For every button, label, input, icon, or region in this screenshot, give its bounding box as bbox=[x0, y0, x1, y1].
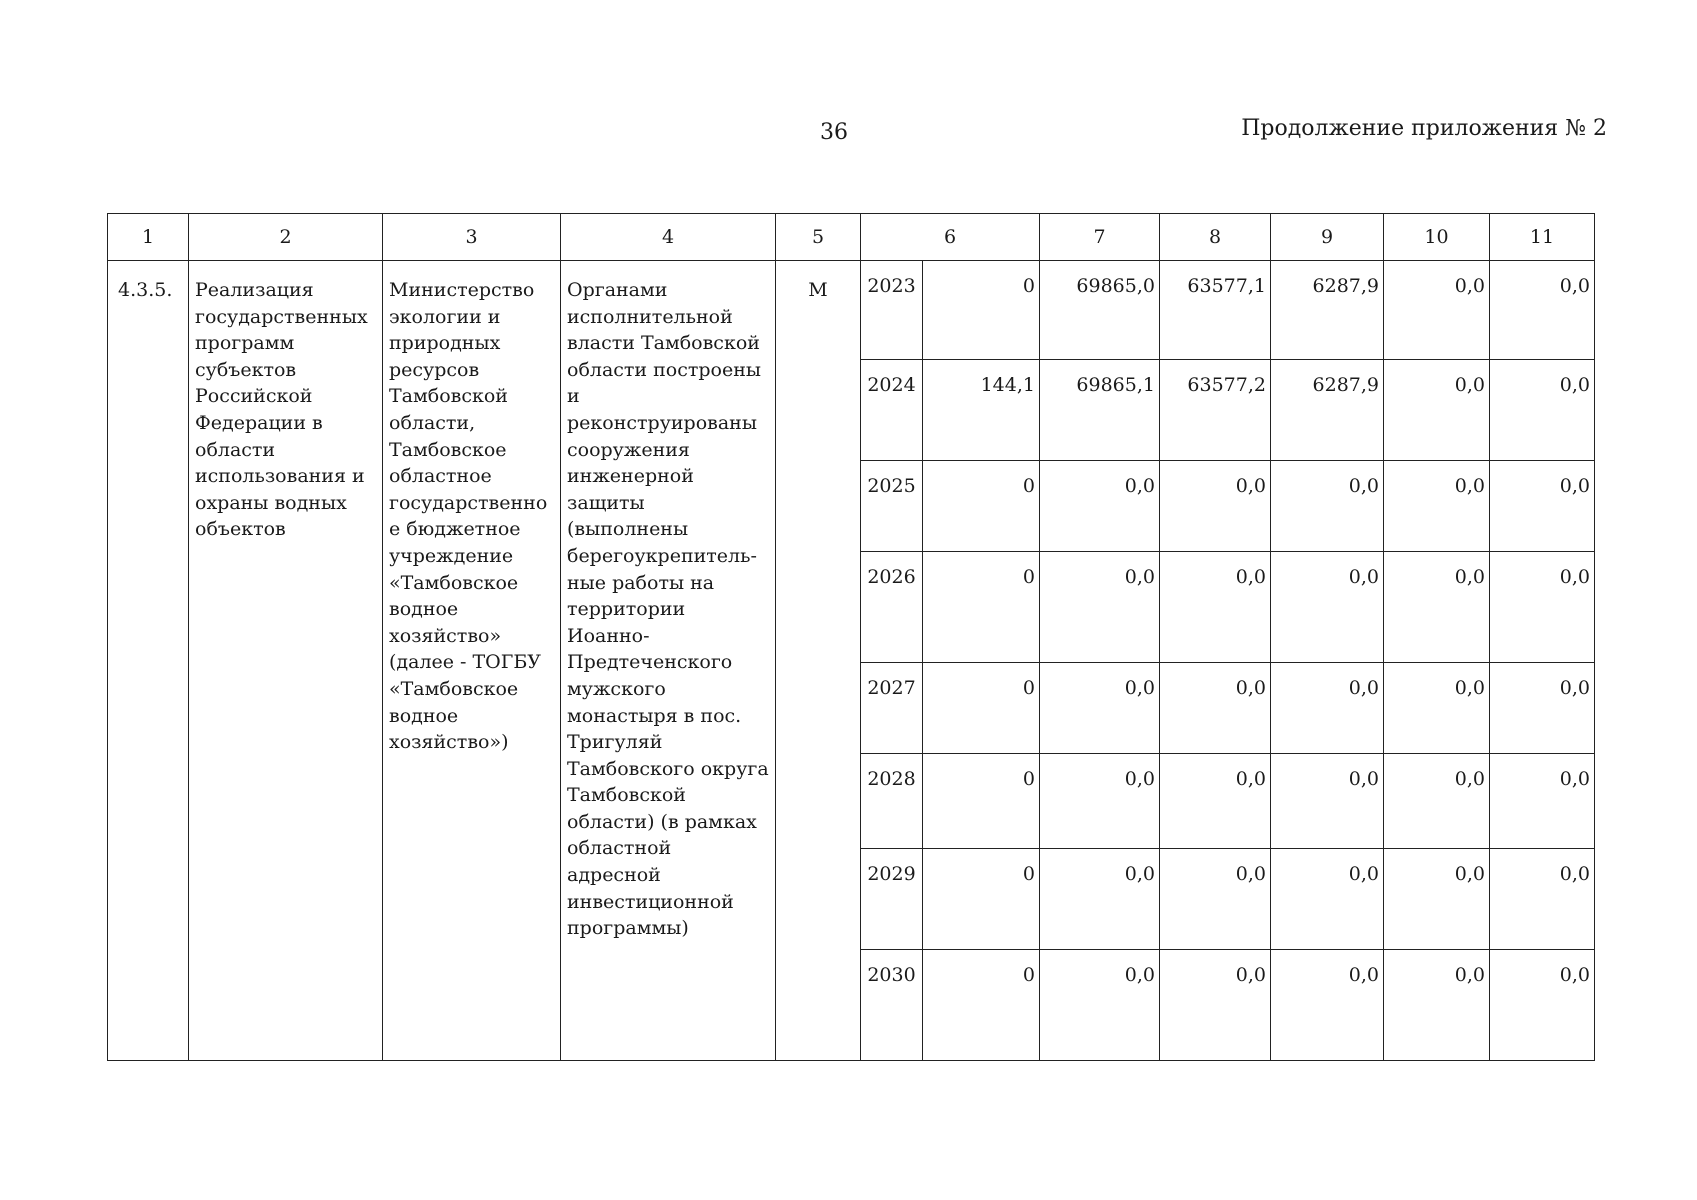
column-number: 2 bbox=[189, 214, 383, 261]
column-number: 4 bbox=[561, 214, 776, 261]
appendix-note: Продолжение приложения № 2 bbox=[1241, 116, 1607, 141]
value-cell: 0,0 bbox=[1040, 552, 1160, 663]
column-number: 8 bbox=[1160, 214, 1271, 261]
value-cell: 0,0 bbox=[1040, 461, 1160, 552]
year-cell: 2030 bbox=[861, 950, 923, 1061]
value-cell: 0,0 bbox=[1490, 663, 1595, 754]
value-cell: 0 bbox=[923, 461, 1040, 552]
value-cell: 0,0 bbox=[1384, 849, 1490, 950]
value-cell: 0 bbox=[923, 261, 1040, 360]
value-cell: 0 bbox=[923, 849, 1040, 950]
value-cell: 0 bbox=[923, 950, 1040, 1061]
value-cell: 0,0 bbox=[1490, 552, 1595, 663]
year-cell: 2028 bbox=[861, 754, 923, 849]
value-cell: 63577,1 bbox=[1160, 261, 1271, 360]
value-cell: 0 bbox=[923, 754, 1040, 849]
value-cell: 0,0 bbox=[1040, 849, 1160, 950]
value-cell: 0,0 bbox=[1384, 754, 1490, 849]
value-cell: 0 bbox=[923, 663, 1040, 754]
entry-responsible: Министерство экологии и природных ресурсов Тамбовской области, Тамбовское областное государственное бюджетное учреждение «Тамбовское водное хозяйство» (далее - ТОГБУ «Тамбовское водное хозяйство») bbox=[383, 261, 561, 1061]
entry-result: Органами исполнительной власти Тамбовской области построены и реконструированы сооружения инженерной защиты (выполнены берегоукрепитель-ные работы на территории Иоанно-Предтеченского мужского монастыря в пос. Тригуляй Тамбовского округа Тамбовской области) (в рамках областной адресной инвестиционной программы) bbox=[561, 261, 776, 1061]
column-number: 7 bbox=[1040, 214, 1160, 261]
value-cell: 0,0 bbox=[1040, 754, 1160, 849]
year-cell: 2029 bbox=[861, 849, 923, 950]
value-cell: 144,1 bbox=[923, 360, 1040, 461]
value-cell: 0,0 bbox=[1490, 261, 1595, 360]
column-number: 5 bbox=[776, 214, 861, 261]
value-cell: 0,0 bbox=[1490, 360, 1595, 461]
column-number: 9 bbox=[1271, 214, 1384, 261]
program-table bbox=[107, 213, 1595, 1061]
entry-level: М bbox=[776, 261, 861, 1061]
value-cell: 0,0 bbox=[1271, 552, 1384, 663]
table-row bbox=[108, 261, 1595, 360]
value-cell: 0,0 bbox=[1384, 663, 1490, 754]
year-cell: 2024 bbox=[861, 360, 923, 461]
value-cell: 0,0 bbox=[1040, 950, 1160, 1061]
value-cell: 0,0 bbox=[1490, 950, 1595, 1061]
column-number: 6 bbox=[861, 214, 1040, 261]
value-cell: 0,0 bbox=[1160, 754, 1271, 849]
value-cell: 0,0 bbox=[1490, 754, 1595, 849]
page-number: 36 bbox=[820, 120, 848, 145]
column-number: 3 bbox=[383, 214, 561, 261]
year-cell: 2025 bbox=[861, 461, 923, 552]
value-cell: 63577,2 bbox=[1160, 360, 1271, 461]
value-cell: 0,0 bbox=[1160, 461, 1271, 552]
value-cell: 0,0 bbox=[1384, 360, 1490, 461]
value-cell: 0,0 bbox=[1384, 950, 1490, 1061]
value-cell: 0,0 bbox=[1384, 461, 1490, 552]
entry-code: 4.3.5. bbox=[108, 261, 189, 1061]
value-cell: 0,0 bbox=[1490, 461, 1595, 552]
entry-name: Реализация государственных программ субъектов Российской Федерации в области использования и охраны водных объектов bbox=[189, 261, 383, 1061]
value-cell: 0 bbox=[923, 552, 1040, 663]
value-cell: 0,0 bbox=[1040, 663, 1160, 754]
value-cell: 6287,9 bbox=[1271, 360, 1384, 461]
value-cell: 0,0 bbox=[1160, 552, 1271, 663]
value-cell: 69865,1 bbox=[1040, 360, 1160, 461]
year-cell: 2027 bbox=[861, 663, 923, 754]
value-cell: 0,0 bbox=[1160, 663, 1271, 754]
value-cell: 0,0 bbox=[1384, 552, 1490, 663]
column-number: 11 bbox=[1490, 214, 1595, 261]
value-cell: 0,0 bbox=[1271, 461, 1384, 552]
column-number: 1 bbox=[108, 214, 189, 261]
value-cell: 69865,0 bbox=[1040, 261, 1160, 360]
column-number-row bbox=[108, 214, 1595, 261]
value-cell: 0,0 bbox=[1384, 261, 1490, 360]
value-cell: 0,0 bbox=[1271, 849, 1384, 950]
year-cell: 2023 bbox=[861, 261, 923, 360]
column-number: 10 bbox=[1384, 214, 1490, 261]
value-cell: 0,0 bbox=[1271, 950, 1384, 1061]
value-cell: 0,0 bbox=[1271, 663, 1384, 754]
value-cell: 0,0 bbox=[1160, 950, 1271, 1061]
value-cell: 0,0 bbox=[1160, 849, 1271, 950]
year-cell: 2026 bbox=[861, 552, 923, 663]
value-cell: 6287,9 bbox=[1271, 261, 1384, 360]
value-cell: 0,0 bbox=[1490, 849, 1595, 950]
value-cell: 0,0 bbox=[1271, 754, 1384, 849]
